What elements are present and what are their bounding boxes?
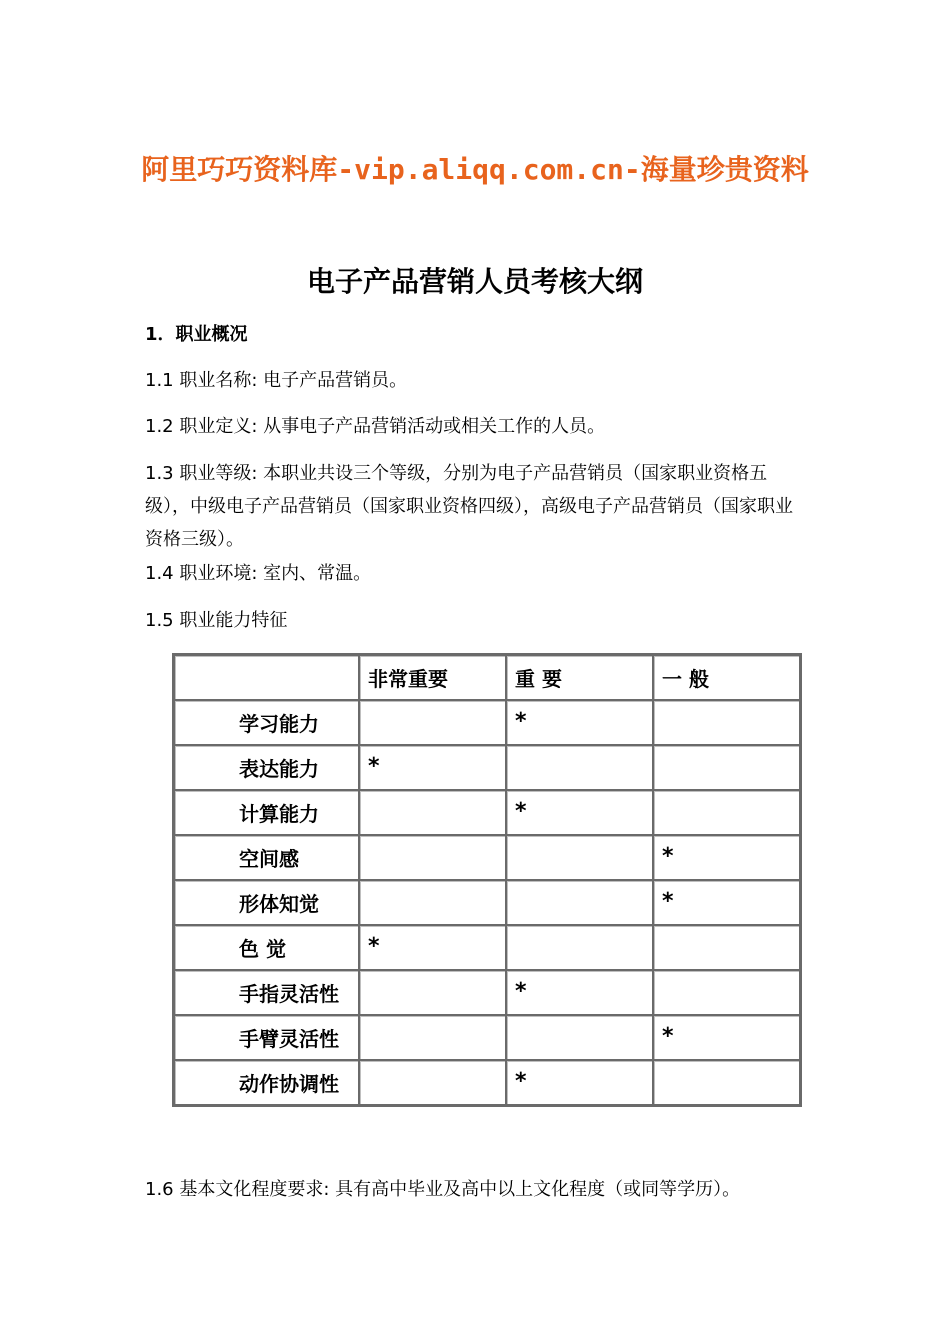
document-title: 电子产品营销人员考核大纲 [306,265,643,298]
importance-mark-cell [653,1060,800,1105]
importance-mark-cell: * [653,880,800,925]
importance-mark-cell [506,880,653,925]
section-heading: 1．职业概况 [145,324,248,345]
ability-name: 手指灵活性 [239,982,339,1006]
table-row [174,835,800,880]
ability-name-cell [174,970,359,1015]
table-header-cell [174,655,359,700]
importance-mark-cell: * [506,970,653,1015]
importance-mark-cell [653,700,800,745]
ability-name: 学习能力 [239,712,319,736]
importance-mark-cell [359,700,506,745]
table-row [174,880,800,925]
importance-mark-cell [359,790,506,835]
paragraph-occupation-levels: 1.3 职业等级: 本职业共设三个等级，分别为电子产品营销员（国家职业资格五级），中级电子产品营销员（国家职业资格四级），高级电子产品营销员（国家职业资格三级）。 [145,463,793,550]
paragraph-occupation-environment: 1.4 职业环境: 室内、常温。 [145,563,372,584]
ability-name-cell [174,1060,359,1105]
table-row [174,970,800,1015]
table-row [174,925,800,970]
table-header-cell: 一 般 [653,655,800,700]
table-row [174,790,800,835]
importance-mark-cell [359,1060,506,1105]
ability-name: 动作协调性 [239,1072,339,1096]
paragraph-ability-characteristics: 1.5 职业能力特征 [145,610,288,631]
importance-mark-cell [653,925,800,970]
table-header-row [174,655,800,700]
table-row [174,1060,800,1105]
ability-name-cell [174,790,359,835]
ability-name-cell [174,1015,359,1060]
importance-mark-cell: * [653,1015,800,1060]
ability-name-cell [174,700,359,745]
paragraph-education-requirement: 1.6 基本文化程度要求: 具有高中毕业及高中以上文化程度（或同等学历）。 [145,1179,741,1200]
importance-mark-cell [653,745,800,790]
importance-mark-cell: * [359,925,506,970]
importance-mark-cell: * [506,790,653,835]
table-row [174,745,800,790]
importance-mark-cell [653,970,800,1015]
ability-name: 空间感 [239,847,299,871]
ability-name: 计算能力 [239,802,319,826]
ability-name-cell [174,925,359,970]
importance-mark-cell [506,835,653,880]
importance-mark-cell [653,790,800,835]
importance-mark-cell [359,1015,506,1060]
ability-name-cell [174,880,359,925]
ability-name: 手臂灵活性 [239,1027,339,1051]
importance-mark-cell [359,970,506,1015]
importance-mark-cell [506,745,653,790]
paragraph-occupation-definition: 1.2 职业定义: 从事电子产品营销活动或相关工作的人员。 [145,416,606,437]
table-header-cell: 非常重要 [359,655,506,700]
importance-mark-cell: * [653,835,800,880]
table-row [174,1015,800,1060]
importance-mark-cell: * [359,745,506,790]
ability-table [172,653,802,1107]
table-row [174,700,800,745]
ability-name: 表达能力 [239,757,319,781]
importance-mark-cell: * [506,1060,653,1105]
ability-name: 色 觉 [239,937,286,961]
ability-name: 形体知觉 [239,892,319,916]
watermark-banner: 阿里巧巧资料库-vip.aliqq.com.cn-海量珍贵资料 [141,153,809,186]
importance-mark-cell: * [506,700,653,745]
ability-name-cell [174,745,359,790]
importance-mark-cell [359,835,506,880]
table-header-cell: 重 要 [506,655,653,700]
paragraph-occupation-name: 1.1 职业名称: 电子产品营销员。 [145,370,408,391]
ability-name-cell [174,835,359,880]
importance-mark-cell [506,925,653,970]
importance-mark-cell [359,880,506,925]
importance-mark-cell [506,1015,653,1060]
